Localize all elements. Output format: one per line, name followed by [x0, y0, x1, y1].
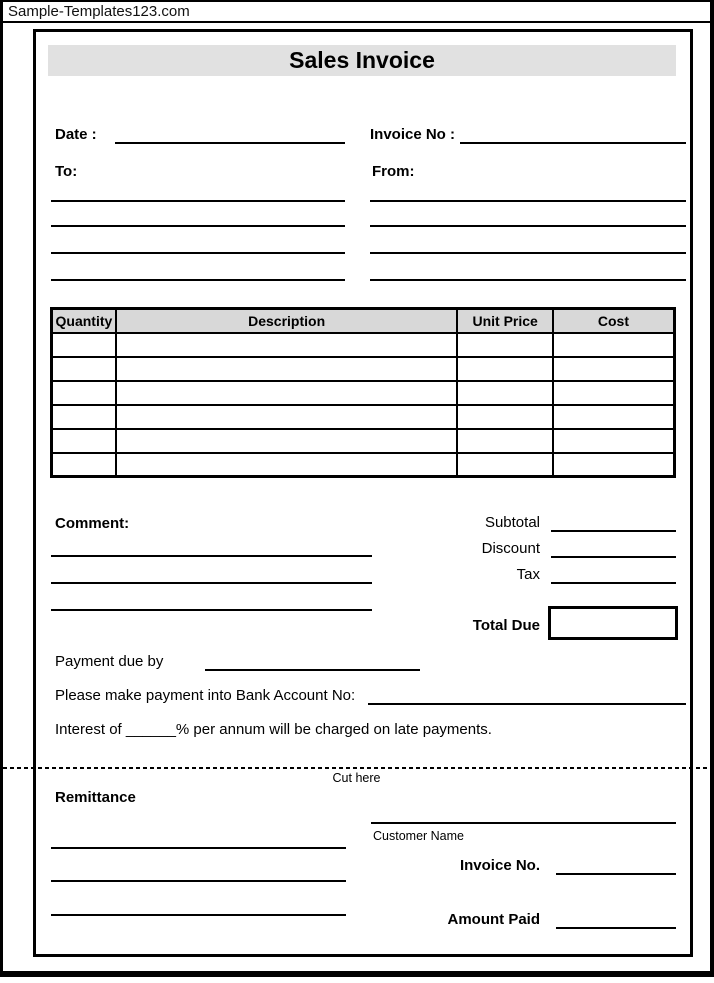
discount-field-line[interactable]	[551, 556, 676, 558]
from-address-line-1[interactable]	[370, 200, 686, 202]
unit-price-cell[interactable]	[457, 333, 552, 357]
description-cell[interactable]	[116, 405, 458, 429]
from-label: From:	[372, 163, 415, 180]
cost-cell[interactable]	[553, 405, 675, 429]
cost-cell[interactable]	[553, 357, 675, 381]
quantity-cell[interactable]	[52, 381, 116, 405]
line-items-table	[50, 307, 676, 478]
watermark-divider	[3, 21, 710, 23]
to-address-line-2[interactable]	[51, 225, 345, 227]
invoice-no-field-line[interactable]	[460, 142, 686, 144]
cut-dashed-line	[3, 767, 710, 769]
to-address-line-4[interactable]	[51, 279, 345, 281]
total-due-field-box[interactable]	[548, 606, 678, 640]
table-row	[52, 381, 675, 405]
interest-text: Interest of ______% per annum will be charged on late payments.	[55, 721, 492, 738]
unit-price-cell[interactable]	[457, 429, 552, 453]
description-cell[interactable]	[116, 333, 458, 357]
column-header-cost: Cost	[553, 309, 675, 333]
to-address-line-3[interactable]	[51, 252, 345, 254]
quantity-cell[interactable]	[52, 453, 116, 477]
tax-label: Tax	[516, 566, 540, 583]
remittance-line-3[interactable]	[51, 914, 346, 916]
table-row	[52, 429, 675, 453]
from-address-line-4[interactable]	[370, 279, 686, 281]
comment-line-2[interactable]	[51, 582, 372, 584]
subtotal-label: Subtotal	[484, 514, 540, 531]
column-header-quantity: Quantity	[52, 309, 116, 333]
table-header-row	[52, 309, 675, 333]
cost-cell[interactable]	[553, 381, 675, 405]
subtotal-field-line[interactable]	[551, 530, 676, 532]
remittance-invoice-no-label: Invoice No.	[459, 857, 540, 874]
description-cell[interactable]	[116, 453, 458, 477]
cost-cell[interactable]	[553, 453, 675, 477]
bank-account-field-line[interactable]	[368, 703, 686, 705]
customer-name-label: Customer Name	[373, 829, 464, 843]
payment-due-by-label: Payment due by	[55, 653, 164, 670]
quantity-cell[interactable]	[52, 333, 116, 357]
amount-paid-label: Amount Paid	[447, 911, 540, 928]
column-header-unit-price: Unit Price	[457, 309, 552, 333]
table-row	[52, 405, 675, 429]
comment-label: Comment:	[55, 515, 130, 532]
to-address-line-1[interactable]	[51, 200, 345, 202]
comment-line-3[interactable]	[51, 609, 372, 611]
unit-price-cell[interactable]	[457, 453, 552, 477]
to-label: To:	[55, 163, 78, 180]
remittance-line-2[interactable]	[51, 880, 346, 882]
date-field-line[interactable]	[115, 142, 345, 144]
cost-cell[interactable]	[553, 333, 675, 357]
description-cell[interactable]	[116, 381, 458, 405]
description-cell[interactable]	[116, 429, 458, 453]
payment-due-by-field-line[interactable]	[205, 669, 420, 671]
invoice-no-label: Invoice No :	[370, 126, 456, 143]
discount-label: Discount	[481, 540, 540, 557]
table-row	[52, 333, 675, 357]
quantity-cell[interactable]	[52, 357, 116, 381]
unit-price-cell[interactable]	[457, 405, 552, 429]
cost-cell[interactable]	[553, 429, 675, 453]
comment-line-1[interactable]	[51, 555, 372, 557]
quantity-cell[interactable]	[52, 405, 116, 429]
description-cell[interactable]	[116, 357, 458, 381]
from-address-line-3[interactable]	[370, 252, 686, 254]
date-label: Date :	[55, 126, 97, 143]
total-due-label: Total Due	[472, 617, 540, 634]
bank-account-label: Please make payment into Bank Account No:	[55, 687, 356, 704]
page-title: Sales Invoice	[48, 45, 676, 76]
tax-field-line[interactable]	[551, 582, 676, 584]
watermark-text: Sample-Templates123.com	[8, 3, 190, 20]
cut-here-label: Cut here	[332, 771, 381, 785]
remittance-line-1[interactable]	[51, 847, 346, 849]
quantity-cell[interactable]	[52, 429, 116, 453]
amount-paid-field-line[interactable]	[556, 927, 676, 929]
table-row	[52, 453, 675, 477]
remittance-invoice-no-field-line[interactable]	[556, 873, 676, 875]
column-header-description: Description	[116, 309, 458, 333]
from-address-line-2[interactable]	[370, 225, 686, 227]
unit-price-cell[interactable]	[457, 381, 552, 405]
invoice-page	[33, 29, 693, 957]
customer-name-field-line[interactable]	[371, 822, 676, 824]
unit-price-cell[interactable]	[457, 357, 552, 381]
table-row	[52, 357, 675, 381]
remittance-title: Remittance	[55, 789, 136, 806]
